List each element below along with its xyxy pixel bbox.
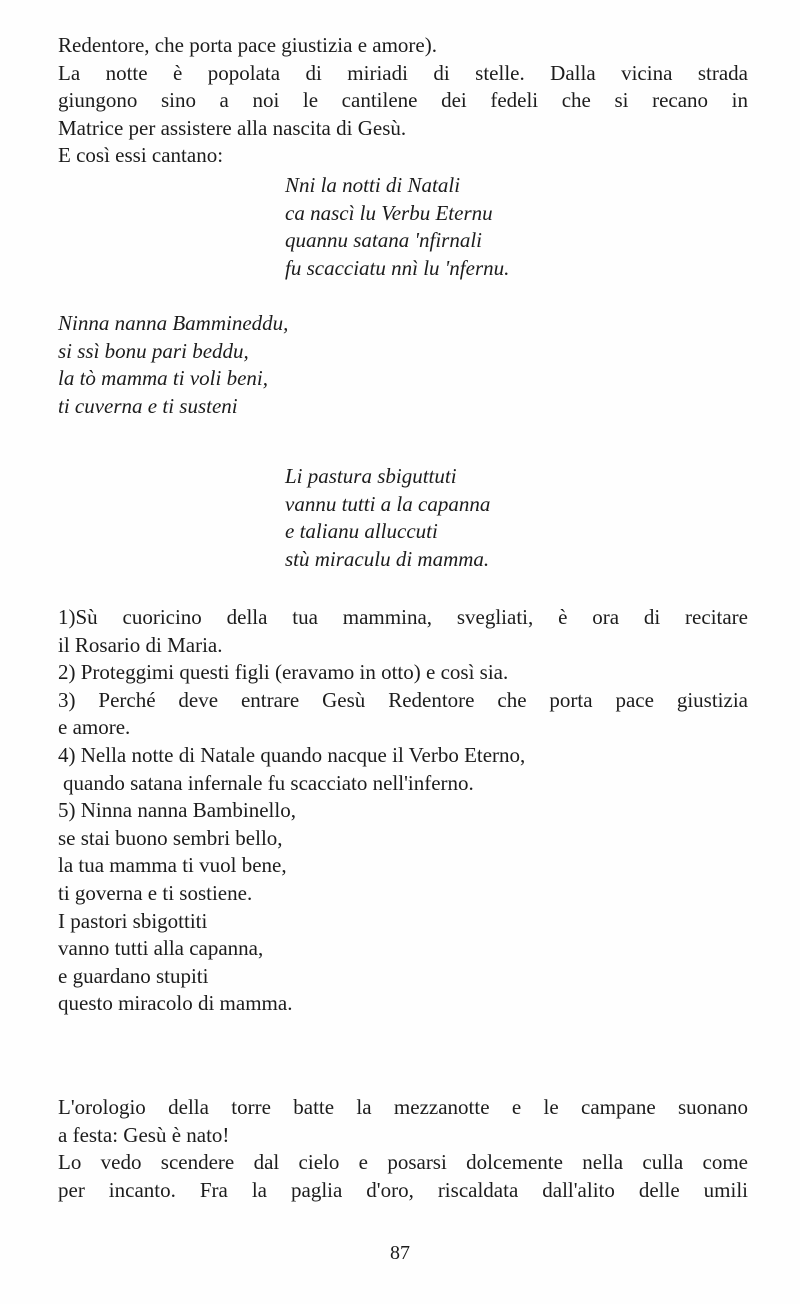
note-line: 4) Nella notte di Natale quando nacque il Verbo Eterno, — [58, 742, 526, 767]
dialect-verse-3 — [285, 463, 490, 573]
note-line: 2) Proteggimi questi figli (eravamo in otto) e così sia. — [58, 660, 509, 685]
closing-paragraph — [58, 1094, 748, 1204]
verse-line: vannu tutti a la capanna — [285, 491, 491, 516]
note-line: 5) Ninna nanna Bambinello, — [58, 798, 296, 823]
verse-line: Ninna nanna Bammineddu, — [58, 311, 289, 335]
note-line: la tua mamma ti vuol bene, — [58, 853, 287, 878]
page-number: 87 — [390, 1242, 410, 1264]
verse-line: fu scacciatu nnì lu 'nfernu. — [285, 255, 510, 280]
verse-line: si ssì bonu pari beddu, — [58, 338, 249, 363]
closing-line: per incanto. Fra la paglia d'oro, riscaldata dall'alito delle umili — [58, 1177, 748, 1202]
dialect-verse-1 — [285, 172, 509, 282]
note-line: il Rosario di Maria. — [58, 632, 223, 657]
verse-line: quannu satana 'nfirnali — [285, 228, 483, 253]
verse-line: Li pastura sbiguttuti — [285, 464, 457, 488]
verse-line: Nni la notti di Natali — [285, 173, 461, 197]
intro-line: Matrice per assistere alla nascita di Gesù. — [58, 115, 407, 140]
intro-paragraph — [58, 32, 748, 170]
closing-line: L'orologio della torre batte la mezzanotte e le campane suonano — [58, 1095, 748, 1119]
note-line: e guardano stupiti — [58, 963, 209, 988]
intro-line: La notte è popolata di miriadi di stelle. Dalla vicina strada — [58, 60, 748, 85]
note-line: ti governa e ti sostiene. — [58, 880, 253, 905]
note-line: vanno tutti alla capanna, — [58, 936, 264, 961]
note-line: se stai buono sembri bello, — [58, 825, 283, 850]
note-line: I pastori sbigottiti — [58, 908, 208, 933]
translation-notes — [58, 604, 748, 1018]
closing-line: Lo vedo scendere dal cielo e posarsi dolcemente nella culla come — [58, 1150, 748, 1175]
verse-line: ti cuverna e ti susteni — [58, 393, 238, 418]
verse-line: stù miraculu di mamma. — [285, 546, 490, 571]
note-line: quando satana infernale fu scacciato nell'inferno. — [63, 770, 474, 795]
note-line: 1)Sù cuoricino della tua mammina, svegliati, è ora di recitare — [58, 605, 748, 629]
verse-line: la tò mamma ti voli beni, — [58, 366, 268, 391]
intro-line: giungono sino a noi le cantilene dei fedeli che si recano in — [58, 88, 748, 113]
verse-line: ca nascì lu Verbu Eternu — [285, 200, 493, 225]
dialect-verse-2 — [58, 310, 288, 420]
closing-line: a festa: Gesù è nato! — [58, 1122, 230, 1147]
note-line: e amore. — [58, 715, 131, 740]
intro-line: E così essi cantano: — [58, 143, 224, 168]
note-line: 3) Perché deve entrare Gesù Redentore che porta pace giustizia — [58, 687, 748, 712]
intro-line: Redentore, che porta pace giustizia e amore). — [58, 33, 437, 57]
verse-line: e talianu alluccuti — [285, 519, 438, 544]
note-line: questo miracolo di mamma. — [58, 991, 293, 1016]
